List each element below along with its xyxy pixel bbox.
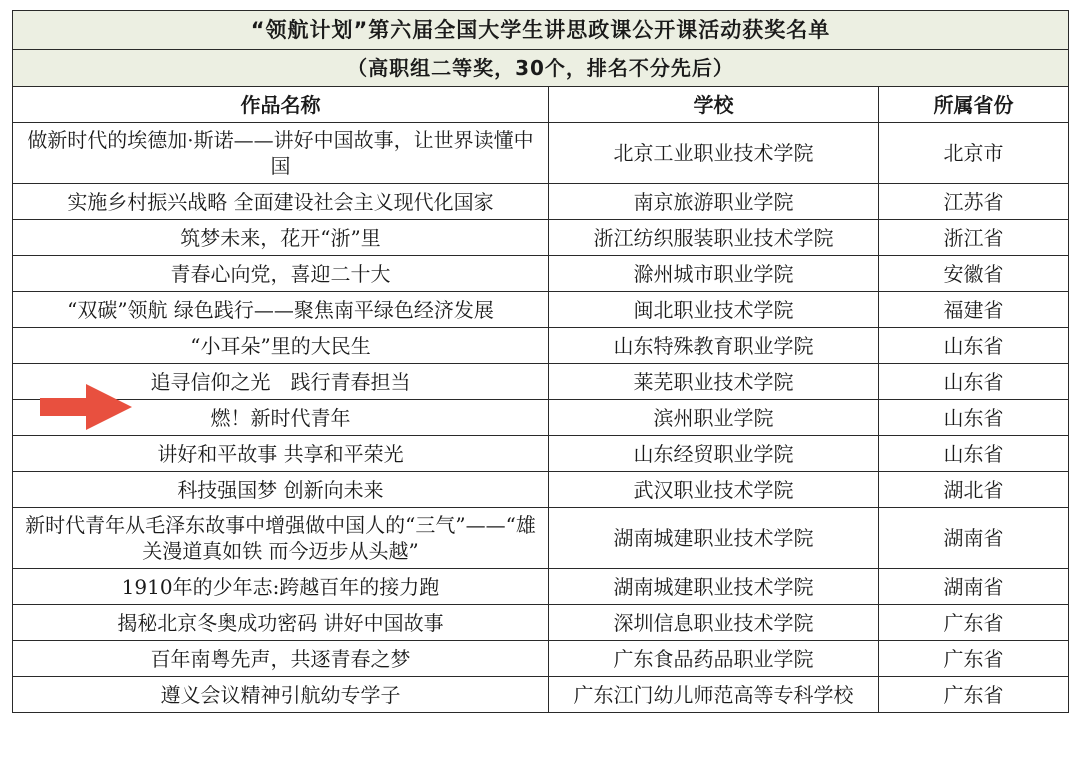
province-cell: 广东省 — [879, 641, 1069, 677]
school-cell: 广东江门幼儿师范高等专科学校 — [549, 677, 879, 713]
province-cell: 山东省 — [879, 328, 1069, 364]
document-title: “领航计划”第六届全国大学生讲思政课公开课活动获奖名单 — [13, 11, 1069, 50]
column-header-school: 学校 — [549, 87, 879, 123]
province-cell: 广东省 — [879, 605, 1069, 641]
school-cell: 山东特殊教育职业学院 — [549, 328, 879, 364]
province-cell: 湖北省 — [879, 472, 1069, 508]
table-row — [13, 605, 1069, 641]
school-cell: 滨州职业学院 — [549, 400, 879, 436]
work-title-cell: 遵义会议精神引航幼专学子 — [13, 677, 549, 713]
province-cell: 湖南省 — [879, 569, 1069, 605]
table-row — [13, 328, 1069, 364]
work-title-cell: 燃！新时代青年 — [13, 400, 549, 436]
school-cell: 武汉职业技术学院 — [549, 472, 879, 508]
school-cell: 广东食品药品职业学院 — [549, 641, 879, 677]
province-cell: 湖南省 — [879, 508, 1069, 569]
column-header-province: 所属省份 — [879, 87, 1069, 123]
province-cell: 山东省 — [879, 400, 1069, 436]
school-cell: 莱芜职业技术学院 — [549, 364, 879, 400]
work-title-cell: 做新时代的埃德加·斯诺——讲好中国故事，让世界读懂中国 — [13, 123, 549, 184]
work-title-cell: 筑梦未来，花开“浙”里 — [13, 220, 549, 256]
work-title-cell: 实施乡村振兴战略 全面建设社会主义现代化国家 — [13, 184, 549, 220]
work-title-cell: 揭秘北京冬奥成功密码 讲好中国故事 — [13, 605, 549, 641]
column-header-row — [13, 87, 1069, 123]
table-row — [13, 256, 1069, 292]
work-title-cell: 新时代青年从毛泽东故事中增强做中国人的“三气”——“雄关漫道真如铁 而今迈步从头越” — [13, 508, 549, 569]
column-header-work: 作品名称 — [13, 87, 549, 123]
province-cell: 山东省 — [879, 436, 1069, 472]
work-title-cell: “小耳朵”里的大民生 — [13, 328, 549, 364]
work-title-cell: 百年南粤先声，共逐青春之梦 — [13, 641, 549, 677]
school-cell: 湖南城建职业技术学院 — [549, 508, 879, 569]
table-row — [13, 677, 1069, 713]
work-title-cell: 科技强国梦 创新向未来 — [13, 472, 549, 508]
table-row — [13, 472, 1069, 508]
school-cell: 浙江纺织服装职业技术学院 — [549, 220, 879, 256]
table-row — [13, 641, 1069, 677]
red-arrow-right-icon — [40, 382, 132, 432]
province-cell: 江苏省 — [879, 184, 1069, 220]
award-table — [12, 10, 1069, 713]
table-row — [13, 123, 1069, 184]
school-cell: 山东经贸职业学院 — [549, 436, 879, 472]
school-cell: 南京旅游职业学院 — [549, 184, 879, 220]
document-subtitle: （高职组二等奖，30个，排名不分先后） — [13, 50, 1069, 87]
work-title-cell: 1910年的少年志:跨越百年的接力跑 — [13, 569, 549, 605]
school-cell: 深圳信息职业技术学院 — [549, 605, 879, 641]
school-cell: 滁州城市职业学院 — [549, 256, 879, 292]
province-cell: 北京市 — [879, 123, 1069, 184]
province-cell: 广东省 — [879, 677, 1069, 713]
table-row-highlighted — [13, 364, 1069, 400]
province-cell: 安徽省 — [879, 256, 1069, 292]
school-cell: 北京工业职业技术学院 — [549, 123, 879, 184]
school-cell: 闽北职业技术学院 — [549, 292, 879, 328]
title-row — [13, 11, 1069, 50]
work-title-cell: 讲好和平故事 共享和平荣光 — [13, 436, 549, 472]
province-cell: 山东省 — [879, 364, 1069, 400]
arrow-shape — [40, 384, 132, 430]
province-cell: 福建省 — [879, 292, 1069, 328]
table-row — [13, 184, 1069, 220]
table-row — [13, 436, 1069, 472]
table-row — [13, 569, 1069, 605]
school-cell: 湖南城建职业技术学院 — [549, 569, 879, 605]
table-row — [13, 508, 1069, 569]
table-row — [13, 220, 1069, 256]
work-title-cell: “双碳”领航 绿色践行——聚焦南平绿色经济发展 — [13, 292, 549, 328]
province-cell: 浙江省 — [879, 220, 1069, 256]
award-list-sheet — [12, 10, 1068, 713]
subtitle-row — [13, 50, 1069, 87]
work-title-cell: 追寻信仰之光 践行青春担当 — [13, 364, 549, 400]
table-row — [13, 292, 1069, 328]
table-row — [13, 400, 1069, 436]
work-title-cell: 青春心向党，喜迎二十大 — [13, 256, 549, 292]
